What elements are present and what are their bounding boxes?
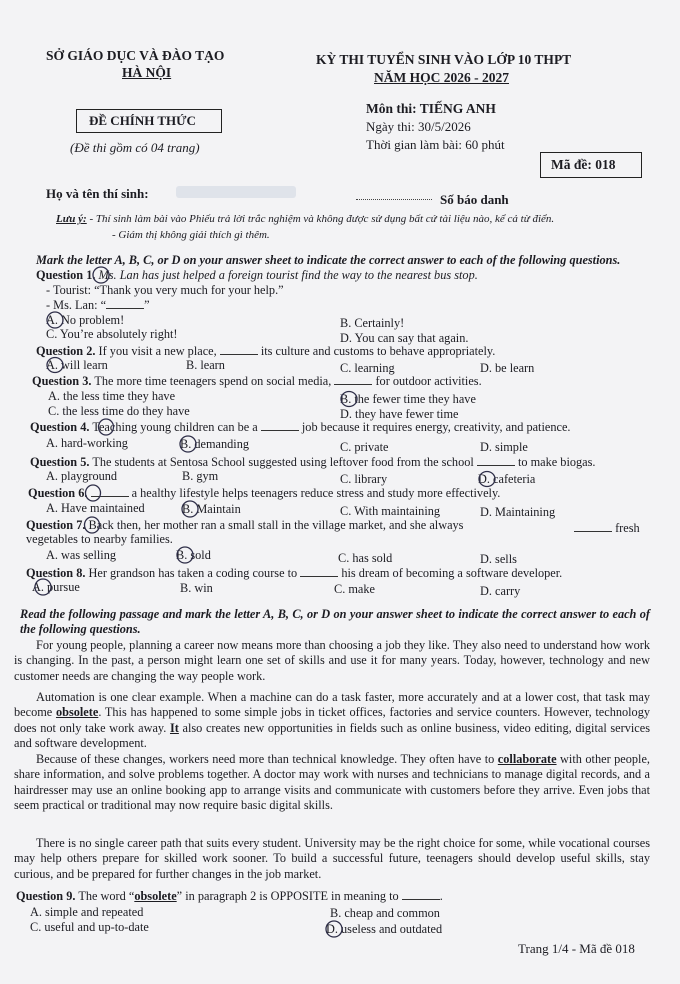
q5-text-a: The students at Sentosa School suggested using leftover food from the school (92, 455, 474, 469)
passage-paragraph-1: For young people, planning a career now means more than choosing a job they like. They also need to understand how work is changing. In the past, a person might learn one set of skills and use it for many years. Today, however, technology and new customer needs are changing the way people work. (14, 638, 650, 683)
q7-label: Question 7. (26, 518, 86, 532)
circle-q6-number (86, 485, 101, 501)
q3-option-b[interactable]: B. the fewer time they have (340, 392, 476, 406)
q6-option-b[interactable]: B. Maintain (182, 502, 241, 516)
q5-option-b[interactable]: B. gym (182, 469, 219, 483)
q7-text-b: fresh (615, 521, 640, 535)
q5-text-b: to make biogas. (517, 455, 596, 469)
q7-option-a[interactable]: A. was selling (46, 548, 117, 562)
q7-text-c: vegetables to nearby families. (26, 532, 173, 546)
q9-label: Question 9. (16, 889, 76, 903)
school-year: NĂM HỌC 2026 - 2027 (374, 70, 509, 85)
q8-label: Question 8. (26, 566, 86, 580)
circle-q1-number (93, 267, 109, 283)
q7-option-d[interactable]: D. sells (480, 552, 517, 566)
q8-text-a: Her grandson has taken a coding course to (88, 566, 298, 580)
q1-lan-open: - Ms. Lan: “ (46, 298, 107, 312)
p2-word-obsolete: obsolete (55, 705, 99, 720)
circle-q4-b (180, 436, 196, 452)
subject: Môn thi: TIẾNG ANH (366, 101, 496, 116)
candidate-number-label: Số báo danh (440, 192, 509, 207)
q8-option-d[interactable]: D. carry (480, 584, 521, 598)
department-name: SỞ GIÁO DỤC VÀ ĐÀO TẠO (46, 48, 225, 63)
q4-option-d[interactable]: D. simple (480, 440, 528, 454)
p2-text-c: also creates new opportunities in fields such as online business, video editing, digital services and software development. (14, 720, 650, 751)
q9-word: obsolete (134, 889, 177, 903)
q4-option-b[interactable]: B. demanding (180, 437, 249, 451)
q1-option-d[interactable]: D. You can say that again. (340, 331, 469, 345)
circle-q1-a (47, 312, 63, 328)
q1-option-c[interactable]: C. You’re absolutely right! (46, 327, 178, 341)
q6-text: a healthy lifestyle helps teenagers reduce stress and study more effectively. (131, 486, 501, 500)
q4-text-a: Teaching young children can be a (92, 420, 258, 434)
q1-option-a[interactable]: A. No problem! (46, 313, 125, 327)
q3-option-c[interactable]: C. the less time do they have (48, 404, 190, 418)
q8-option-c[interactable]: C. make (334, 582, 375, 596)
circle-q9-d (326, 921, 342, 937)
q5-option-c[interactable]: C. library (340, 472, 388, 486)
q9-option-d[interactable]: D. useless and outdated (326, 922, 443, 936)
q7-option-c[interactable]: C. has sold (338, 551, 393, 565)
q3-option-d[interactable]: D. they have fewer time (340, 407, 459, 421)
department-city: HÀ NỘI (122, 65, 172, 80)
q2-text-a: If you visit a new place, (98, 344, 217, 358)
q6-option-c[interactable]: C. With maintaining (340, 504, 441, 518)
q2-label: Question 2. (36, 344, 96, 358)
page-footer: Trang 1/4 - Mã đề 018 (518, 941, 635, 956)
q6-label: Question 6. (28, 486, 88, 500)
q8-option-a[interactable]: A. pursue (32, 580, 80, 594)
q1-option-b[interactable]: B. Certainly! (340, 316, 405, 330)
exam-title: KỲ THI TUYỂN SINH VÀO LỚP 10 THPT (316, 52, 572, 67)
passage-paragraph-4: There is no single career path that suits every student. University may be the right choice for some, while vocational courses may help others prepare for skilled work sooner. To build a successful future, teenagers should develop useful skills, stay curious, and be prepared for further changes in the job market. (14, 836, 650, 881)
candidate-name-label: Họ và tên thí sinh: (46, 186, 149, 201)
q2-option-d[interactable]: D. be learn (480, 361, 535, 375)
p3-word-collaborate: collaborate (497, 752, 557, 766)
q1-dialog-tourist: - Tourist: “Thank you very much for your help.” (46, 283, 284, 297)
q3-label: Question 3. (32, 374, 92, 388)
circle-q2-a (47, 358, 63, 373)
q3-text-b: for outdoor activities. (375, 374, 482, 388)
q6-option-d[interactable]: D. Maintaining (480, 505, 556, 519)
q7-option-b[interactable]: B. sold (176, 548, 211, 562)
q2-option-b[interactable]: B. learn (186, 358, 225, 372)
circle-q7-b (177, 547, 193, 563)
exam-duration: Thời gian làm bài: 60 phút (366, 137, 505, 152)
circle-q4-number (99, 419, 114, 435)
q9-text-b: ” in paragraph 2 is OPPOSITE in meaning to (176, 889, 399, 903)
p3-text-a: Because of these changes, workers need more than technical knowledge. They often have to (36, 752, 498, 766)
q9-option-b[interactable]: B. cheap and common (330, 906, 440, 920)
q4-label: Question 4. (30, 420, 90, 434)
notes-label: Lưu ý: (56, 213, 87, 225)
p2-word-it: It (169, 720, 179, 735)
exam-date: Ngày thi: 30/5/2026 (366, 119, 471, 134)
pages-note: (Đề thi gồm có 04 trang) (70, 140, 200, 155)
q5-option-d[interactable]: D. cafeteria (478, 472, 536, 486)
q5-label: Question 5. (30, 455, 90, 469)
p2-text-b: . This has happened to some simple jobs in ticket offices, factories and service counters. However, technology does not only take work away. (14, 705, 650, 735)
q9-text-a: The word “ (78, 889, 135, 903)
q3-option-a[interactable]: A. the less time they have (48, 389, 176, 403)
q2-option-c[interactable]: C. learning (340, 361, 395, 375)
q6-option-a[interactable]: A. Have maintained (46, 501, 145, 515)
circle-q8-a (35, 579, 51, 595)
exam-code: Mã đề: 018 (551, 157, 616, 172)
q4-option-c[interactable]: C. private (340, 440, 389, 454)
q3-text-a: The more time teenagers spend on social media, (94, 374, 332, 388)
q8-option-b[interactable]: B. win (180, 581, 213, 595)
circle-q6-b (182, 501, 198, 517)
notes-text1: - Thí sinh làm bài vào Phiếu trả lời trắc nghiệm và không được sử dụng bất cứ tài liệu nào, kể cả từ điển. (89, 213, 555, 225)
q5-option-a[interactable]: A. playground (46, 469, 118, 483)
q4-option-a[interactable]: A. hard-working (46, 436, 128, 450)
circle-q7-number (85, 517, 100, 533)
q1-lan-close: ” (144, 298, 150, 312)
circle-q5-d (479, 472, 495, 487)
section1-instruction: Mark the letter A, B, C, or D on your answer sheet to indicate the correct answer to each of the following questions. (36, 253, 621, 267)
q9-option-a[interactable]: A. simple and repeated (30, 905, 144, 919)
q8-text-b: his dream of becoming a software developer. (341, 566, 563, 580)
section2-instruction: Read the following passage and mark the letter A, B, C, or D on your answer sheet to indicate the correct answer to each of the following questions. (20, 607, 650, 636)
q7-text-a: Back then, her mother ran a small stall in the village market, and she always (88, 518, 464, 532)
official-label: ĐỀ CHÍNH THỨC (89, 113, 196, 128)
q9-option-c[interactable]: C. useful and up-to-date (30, 920, 149, 934)
notes-line2: - Giám thị không giải thích gì thêm. (112, 229, 270, 241)
q4-text-b: job because it requires energy, creativity, and patience. (301, 420, 571, 434)
q2-text-b: its culture and customs to behave appropriately. (260, 344, 496, 358)
p3-text-b: with other people, share information, and solve problems together. A doctor may work with nurses and technicians to manage digital records, and a hairdresser may use an online booking app to arrange visits and communicate with customers before they arrive. Even jobs that seem practical or traditional may now require basic digital skills. (14, 752, 651, 813)
q1-text: Ms. Lan has just helped a foreign tourist find the way to the nearest bus stop. (98, 268, 478, 282)
q2-option-a[interactable]: A. will learn (46, 358, 108, 372)
q1-label: Question 1. (36, 268, 96, 282)
p2-text-a: Automation is one clear example. When a machine can do a task faster, more accurately and at a lower cost, that task may become (14, 690, 650, 720)
q9-text-c: . (439, 889, 443, 903)
circle-q3-b (341, 392, 357, 407)
